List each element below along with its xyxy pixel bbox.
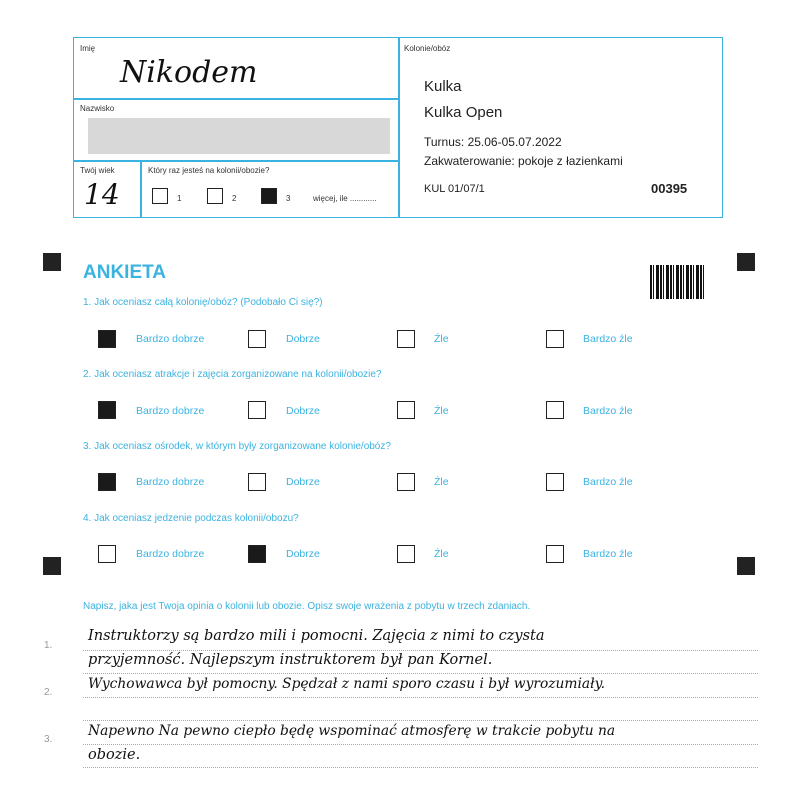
header-line-2 xyxy=(73,160,399,162)
question-4: 4. Jak oceniasz jedzenie podczas kolonii/obozu? xyxy=(83,513,299,524)
survey-title: ANKIETA xyxy=(83,262,167,283)
q1-checkbox-dobrze[interactable] xyxy=(248,330,266,348)
barcode xyxy=(650,265,705,299)
answer-line-5 xyxy=(83,744,758,745)
question-3: 3. Jak oceniasz ośrodek, w którym były zorganizowane kolonie/obóz? xyxy=(83,441,391,452)
corner-marker-mid-left xyxy=(43,557,61,575)
header-line-3 xyxy=(140,160,142,218)
q4-checkbox-zle[interactable] xyxy=(397,545,415,563)
times-more-label: więcej, ile ............ xyxy=(313,194,377,203)
form-number: 00395 xyxy=(651,181,688,196)
answer-text-4: Napewno Na pewno ciepło będę wspominać atmosferę w trakcie pobytu na xyxy=(88,723,616,739)
corner-marker-mid-right xyxy=(737,557,755,575)
camp-subname: Kulka Open xyxy=(424,104,503,121)
q3-checkbox-bardzo-dobrze[interactable] xyxy=(98,473,116,491)
line-number-1: 1. xyxy=(44,640,53,651)
turnus-text: Turnus: 25.06-05.07.2022 xyxy=(424,135,562,149)
q1-checkbox-bardzo-dobrze[interactable] xyxy=(98,330,116,348)
times-checkbox-2[interactable] xyxy=(207,188,223,204)
opinion-prompt: Napisz, jaka jest Twoja opinia o kolonii lub obozie. Opisz swoje wrażenia z pobytu w trzech zdaniach. xyxy=(83,601,531,612)
q2-checkbox-bardzo-zle[interactable] xyxy=(546,401,564,419)
corner-marker-top-left xyxy=(43,253,61,271)
q3-checkbox-bardzo-zle[interactable] xyxy=(546,473,564,491)
q3-checkbox-dobrze[interactable] xyxy=(248,473,266,491)
q1-option-dobrze: Dobrze xyxy=(286,333,320,345)
times-checkbox-1[interactable] xyxy=(152,188,168,204)
age-label: Twój wiek xyxy=(80,166,115,175)
q4-checkbox-bardzo-zle[interactable] xyxy=(546,545,564,563)
times-option-3: 3 xyxy=(286,194,291,203)
question-2: 2. Jak oceniasz atrakcje i zajęcia zorganizowane na kolonii/obozie? xyxy=(83,369,382,380)
q2-checkbox-dobrze[interactable] xyxy=(248,401,266,419)
times-label: Który raz jesteś na kolonii/obozie? xyxy=(148,166,270,175)
answer-line-4 xyxy=(83,720,758,721)
q4-checkbox-bardzo-dobrze[interactable] xyxy=(98,545,116,563)
q1-checkbox-zle[interactable] xyxy=(397,330,415,348)
q4-checkbox-dobrze[interactable] xyxy=(248,545,266,563)
first-name-label: Imię xyxy=(80,44,96,53)
times-checkbox-3[interactable] xyxy=(261,188,277,204)
q4-option-dobrze: Dobrze xyxy=(286,548,320,560)
first-name-value: Nikodem xyxy=(120,55,258,90)
q2-option-zle: Źle xyxy=(434,405,449,417)
q2-checkbox-zle[interactable] xyxy=(397,401,415,419)
last-name-label: Nazwisko xyxy=(80,104,115,113)
q3-option-bardzo-dobrze: Bardzo dobrze xyxy=(136,476,205,488)
times-option-2: 2 xyxy=(232,194,237,203)
q1-option-bardzo-zle: Bardzo źle xyxy=(583,333,633,345)
q3-option-bardzo-zle: Bardzo źle xyxy=(583,476,633,488)
q4-option-zle: Źle xyxy=(434,548,449,560)
accommodation-text: Zakwaterowanie: pokoje z łazienkami xyxy=(424,154,623,168)
q2-option-dobrze: Dobrze xyxy=(286,405,320,417)
answer-line-6 xyxy=(83,767,758,768)
q2-option-bardzo-dobrze: Bardzo dobrze xyxy=(136,405,205,417)
question-1: 1. Jak oceniasz całą kolonię/obóz? (Podobało Ci się?) xyxy=(83,297,323,308)
times-option-1: 1 xyxy=(177,194,182,203)
line-number-3: 3. xyxy=(44,734,53,745)
header-line-1 xyxy=(73,98,399,100)
header-divider xyxy=(398,37,400,218)
q1-option-zle: Źle xyxy=(434,333,449,345)
answer-line-1 xyxy=(83,650,758,651)
answer-text-5: obozie. xyxy=(88,747,141,763)
age-value: 14 xyxy=(84,178,120,211)
q1-option-bardzo-dobrze: Bardzo dobrze xyxy=(136,333,205,345)
camp-name: Kulka xyxy=(424,78,462,95)
q1-checkbox-bardzo-zle[interactable] xyxy=(546,330,564,348)
answer-text-1: Instruktorzy są bardzo mili i pomocni. Zajęcia z nimi to czysta xyxy=(88,628,545,644)
camp-code: KUL 01/07/1 xyxy=(424,183,485,195)
answer-line-3 xyxy=(83,697,758,698)
answer-text-3: Wychowawca był pomocny. Spędzał z nami sporo czasu i był wyrozumiały. xyxy=(88,676,605,692)
q3-option-zle: Źle xyxy=(434,476,449,488)
q2-option-bardzo-zle: Bardzo źle xyxy=(583,405,633,417)
answer-text-2: przyjemność. Najlepszym instruktorem był pan Kornel. xyxy=(88,652,493,668)
q3-option-dobrze: Dobrze xyxy=(286,476,320,488)
q4-option-bardzo-dobrze: Bardzo dobrze xyxy=(136,548,205,560)
q4-option-bardzo-zle: Bardzo źle xyxy=(583,548,633,560)
line-number-2: 2. xyxy=(44,687,53,698)
camp-label: Kolonie/obóz xyxy=(404,44,451,53)
corner-marker-top-right xyxy=(737,253,755,271)
q2-checkbox-bardzo-dobrze[interactable] xyxy=(98,401,116,419)
last-name-redaction xyxy=(88,118,390,154)
answer-line-2 xyxy=(83,673,758,674)
q3-checkbox-zle[interactable] xyxy=(397,473,415,491)
